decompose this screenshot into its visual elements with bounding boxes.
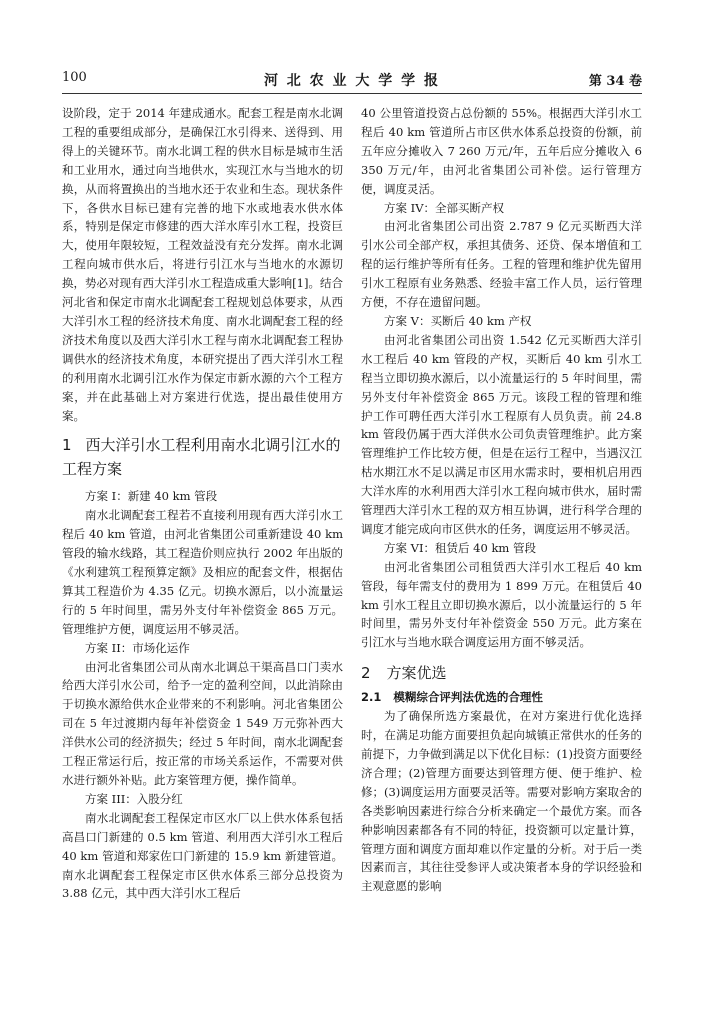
- plan-1-title: 方案 I：新建 40 km 管段: [85, 489, 218, 504]
- plan-2-body: 由河北省集团公司从南水北调总干渠高昌口门卖水给西大洋引水公司，给予一定的盈利空间，以此消除由于切换水源给供水企业带来的不利影响。河北省集团公司在 5 年过渡期内每年补偿资金 1 549 万元弥补西大洋供水公司的经济损失；经过 5 年时间，南水北调配套工程正常运行后，按正常的市场关系运作，不需要对供水进行额外补贴。此方案管理方便，操作简单。: [62, 659, 343, 787]
- page-number: 100: [62, 70, 87, 85]
- plan-3-body: 南水北调配套工程保定市区水厂以上供水体系包括高昌口门新建的 0.5 km 管道、利用西大洋引水工程后 40 km 管道和郑家佐口门新建的 15.9 km 新建管道。南水北调配套工程保定市区供水体系三部分总投资为 3.88 亿元，其中西大洋引水工程后: [62, 810, 343, 901]
- section-2-1-heading: [361, 688, 642, 707]
- section-2-number: 2: [361, 664, 371, 683]
- left-column: [62, 104, 343, 903]
- plan-3-title: 方案 III：入股分红: [85, 791, 183, 806]
- journal-name: 河 北 农 业 大 学 学 报: [263, 73, 441, 89]
- volume-label: 第 34 卷: [588, 74, 642, 89]
- page-header: [62, 70, 642, 90]
- plan-5-title: 方案 V：买断后 40 km 产权: [384, 313, 532, 328]
- section-1-number: 1: [62, 436, 72, 455]
- header-rule: [62, 93, 642, 94]
- right-column: [361, 104, 642, 896]
- section-2-1-body: 为了确保所选方案最优，在对方案进行优化选择时，在满足功能方面要担负起向城镇正常供水的任务的前提下，力争做到满足以下优化目标：(1)投资方面要经济合理；(2)管理方面要达到管理方便、便于维护、检修；(3)调度运用方面要灵活等。需要对影响方案取舍的各类影响因素进行综合分析来确定一个最优方案。而各种影响因素都各有不同的特征，投资额可以定量计算，管理方面和调度方面却难以作定量的分析。对于后一类因素而言，其往往受参评人或决策者本身的学识经验和主观意愿的影响: [361, 709, 642, 894]
- section-2-heading: [361, 662, 642, 684]
- plan-4-title: 方案 IV：全部买断产权: [384, 200, 505, 215]
- plan-4-body: 由河北省集团公司出资 2.787 9 亿元买断西大洋引水公司全部产权，承担其债务、还贷、保本增值和工程的运行维护等所有任务。工程的管理和维护优先留用引水工程原有业务熟悉、经验丰富工作人员，运行管理方便，不存在遗留问题。: [361, 219, 642, 310]
- section-2-1-title: 模糊综合评判法优选的合理性: [393, 690, 543, 705]
- intro-paragraph: 设阶段，定于 2014 年建成通水。配套工程是南水北调工程的重要组成部分，是确保江水引得来、送得到、用得上的关键环节。南水北调工程的供水目标是城市生活和工业用水，通过向当地供水，实现江水与当地水的切换，从而将置换出的当地水还于农业和生态。现状条件下，各供水目标已建有完善的地下水或地表水供水体系，特别是保定市修建的西大洋水库引水工程，投资巨大，使用年限较短，工程效益没有充分发挥。南水北调工程向城市供水后，将进行引江水与当地水的水源切换，势必对现有西大洋引水工程造成重大影响[1]。结合河北省和保定市南水北调配套工程规划总体要求，从西大洋引水工程的经济技术角度、南水北调配套工程的经济技术角度以及西大洋引水工程与南水北调配套工程协调供水的经济技术角度，本研究提出了西大洋引水工程的利用南水北调引江水作为保定市新水源的六个工程方案，并在此基础上对方案进行优选，提出最佳使用方案。: [62, 106, 343, 423]
- plan-6-body: 由河北省集团公司租赁西大洋引水工程后 40 km 管段，每年需支付的费用为 1 899 万元。在租赁后 40 km 引水工程且立即切换水源后，以小流量运行的 5 年时间里，需另外支付年补偿资金 550 万元。此方案在引江水与当地水联合调度运用方面不够灵活。: [361, 559, 642, 650]
- plan-3-continued: 40 公里管道投资占总份额的 55%。根据西大洋引水工程后 40 km 管道所占市区供水体系总投资的份额，前五年应分摊收入 7 260 万元/年，五年后应分摊收入 6 350 万元/年，由河北省集团公司补偿。运行管理方便，调度灵活。: [361, 106, 642, 196]
- section-2-title: 方案优选: [386, 664, 447, 683]
- plan-5-body: 由河北省集团公司出资 1.542 亿元买断西大洋引水工程后 40 km 管段的产权，买断后 40 km 引水工程当立即切换水源后，以小流量运行的 5 年时间里，需另外支付年补偿资金 865 万元。该段工程的管理和维护工作可聘任西大洋引水工程原有人员负责。前 24.8 km 管段仍属于西大洋供水公司负责管理维护。此方案管理维护工作比较方便，但是在运行工程中，当遇汉江枯水期江水不足以满足市区用水需求时，要相机启用西大洋水库的水利用西大洋引水工程向城市供水，届时需管理西大洋引水工程的双方相互协调，进行科学合理的调度才能完成向市区供水的任务，调度运用不够灵活。: [361, 332, 642, 536]
- section-2-1-number: 2.1: [361, 690, 382, 705]
- section-1-title: 西大洋引水工程利用南水北调引江水的工程方案: [62, 436, 341, 479]
- plan-1-body: 南水北调配套工程若不直接利用现有西大洋引水工程后 40 km 管道，由河北省集团公司重新建设 40 km 管段的输水线路，其工程造价则应执行 2002 年出版的《水利建筑工程预算定额》及相应的配套文件，根据估算其工程造价为 4.35 亿元。切换水源后，以小流量运行的 5 年时间里，需另外支付年补偿资金 865 万元。管理维护方便，调度运用不够灵活。: [62, 508, 343, 636]
- plan-2-title: 方案 II：市场化运作: [85, 640, 190, 655]
- plan-6-title: 方案 VI：租赁后 40 km 管段: [384, 540, 536, 555]
- section-1-heading: [62, 433, 343, 481]
